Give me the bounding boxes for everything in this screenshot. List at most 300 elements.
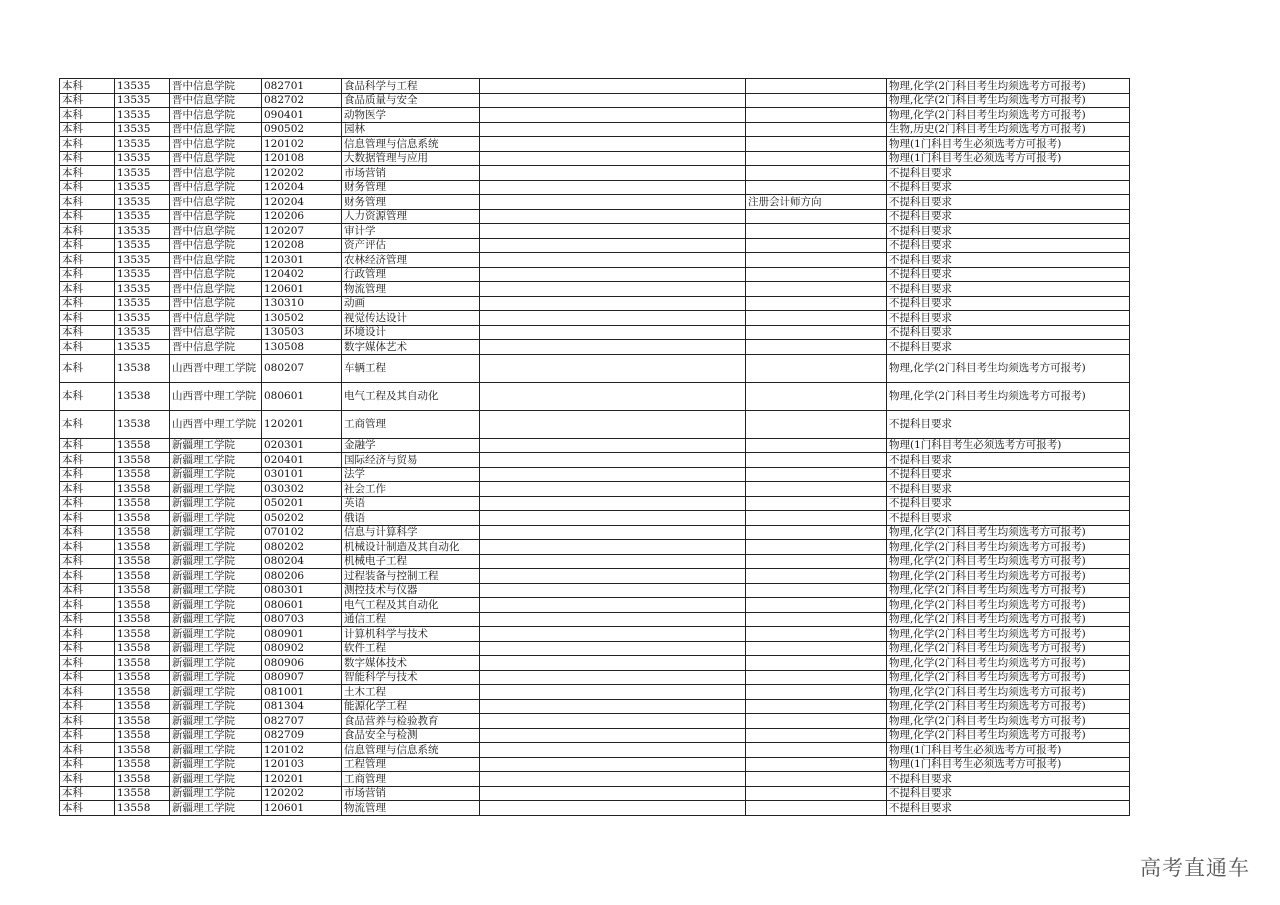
direction-cell: 注册会计师方向: [746, 195, 887, 210]
school-name-cell: 晋中信息学院: [170, 195, 262, 210]
level-cell: 本科: [60, 656, 115, 671]
direction-cell: [746, 151, 887, 166]
major-code-cell: 030302: [262, 482, 342, 497]
note-cell: [480, 151, 746, 166]
subject-requirement-cell: 物理,化学(2门科目考生均须选考方可报考): [887, 598, 1130, 613]
school-code-cell: 13558: [115, 540, 170, 555]
table-row: [60, 382, 1130, 410]
major-code-cell: 082707: [262, 714, 342, 729]
note-cell: [480, 438, 746, 453]
table-row: [60, 108, 1130, 123]
level-cell: 本科: [60, 166, 115, 181]
school-name-cell: 晋中信息学院: [170, 108, 262, 123]
watermark-text: 高考直通车: [1140, 856, 1250, 880]
note-cell: [480, 656, 746, 671]
major-code-cell: 050202: [262, 511, 342, 526]
school-name-cell: 新疆理工学院: [170, 685, 262, 700]
level-cell: 本科: [60, 195, 115, 210]
note-cell: [480, 786, 746, 801]
school-code-cell: 13558: [115, 627, 170, 642]
subject-requirement-cell: 不提科目要求: [887, 166, 1130, 181]
school-code-cell: 13535: [115, 166, 170, 181]
direction-cell: [746, 772, 887, 787]
school-name-cell: 晋中信息学院: [170, 209, 262, 224]
subject-requirement-cell: 物理,化学(2门科目考生均须选考方可报考): [887, 612, 1130, 627]
level-cell: 本科: [60, 786, 115, 801]
school-code-cell: 13535: [115, 267, 170, 282]
school-name-cell: 晋中信息学院: [170, 166, 262, 181]
direction-cell: [746, 786, 887, 801]
level-cell: 本科: [60, 670, 115, 685]
level-cell: 本科: [60, 511, 115, 526]
subject-requirement-cell: 不提科目要求: [887, 209, 1130, 224]
note-cell: [480, 670, 746, 685]
direction-cell: [746, 627, 887, 642]
direction-cell: [746, 685, 887, 700]
note-cell: [480, 511, 746, 526]
school-code-cell: 13558: [115, 786, 170, 801]
direction-cell: [746, 728, 887, 743]
major-code-cell: 081304: [262, 699, 342, 714]
school-name-cell: 新疆理工学院: [170, 641, 262, 656]
note-cell: [480, 496, 746, 511]
major-name-cell: 信息管理与信息系统: [342, 137, 480, 152]
subject-requirement-cell: 物理,化学(2门科目考生均须选考方可报考): [887, 108, 1130, 123]
table-row: [60, 122, 1130, 137]
subject-requirement-cell: 生物,历史(2门科目考生均须选考方可报考): [887, 122, 1130, 137]
level-cell: 本科: [60, 598, 115, 613]
note-cell: [480, 108, 746, 123]
table-row: [60, 311, 1130, 326]
school-name-cell: 新疆理工学院: [170, 482, 262, 497]
level-cell: 本科: [60, 627, 115, 642]
major-name-cell: 数字媒体技术: [342, 656, 480, 671]
school-code-cell: 13558: [115, 511, 170, 526]
major-name-cell: 市场营销: [342, 166, 480, 181]
table-row: [60, 79, 1130, 94]
note-cell: [480, 685, 746, 700]
major-name-cell: 市场营销: [342, 786, 480, 801]
major-name-cell: 土木工程: [342, 685, 480, 700]
major-code-cell: 120102: [262, 743, 342, 758]
level-cell: 本科: [60, 772, 115, 787]
subject-requirement-cell: 不提科目要求: [887, 296, 1130, 311]
major-code-cell: 080301: [262, 583, 342, 598]
table-row: [60, 714, 1130, 729]
school-name-cell: 山西晋中理工学院: [170, 354, 262, 382]
level-cell: 本科: [60, 482, 115, 497]
level-cell: 本科: [60, 296, 115, 311]
major-name-cell: 信息管理与信息系统: [342, 743, 480, 758]
subject-requirement-cell: 物理,化学(2门科目考生均须选考方可报考): [887, 79, 1130, 94]
school-code-cell: 13558: [115, 670, 170, 685]
school-name-cell: 新疆理工学院: [170, 583, 262, 598]
subject-requirement-cell: 物理(1门科目考生必须选考方可报考): [887, 438, 1130, 453]
note-cell: [480, 325, 746, 340]
school-code-cell: 13558: [115, 714, 170, 729]
major-name-cell: 食品质量与安全: [342, 93, 480, 108]
major-name-cell: 过程装备与控制工程: [342, 569, 480, 584]
major-code-cell: 080906: [262, 656, 342, 671]
level-cell: 本科: [60, 496, 115, 511]
major-name-cell: 俄语: [342, 511, 480, 526]
level-cell: 本科: [60, 209, 115, 224]
note-cell: [480, 525, 746, 540]
major-code-cell: 120202: [262, 786, 342, 801]
major-code-cell: 080601: [262, 382, 342, 410]
table-row: [60, 296, 1130, 311]
school-name-cell: 新疆理工学院: [170, 569, 262, 584]
major-code-cell: 020401: [262, 453, 342, 468]
subject-requirement-cell: 物理,化学(2门科目考生均须选考方可报考): [887, 93, 1130, 108]
major-code-cell: 120601: [262, 801, 342, 816]
direction-cell: [746, 382, 887, 410]
table-row: [60, 569, 1130, 584]
school-name-cell: 新疆理工学院: [170, 467, 262, 482]
major-name-cell: 测控技术与仪器: [342, 583, 480, 598]
major-name-cell: 通信工程: [342, 612, 480, 627]
direction-cell: [746, 224, 887, 239]
school-code-cell: 13535: [115, 224, 170, 239]
school-code-cell: 13535: [115, 137, 170, 152]
note-cell: [480, 772, 746, 787]
direction-cell: [746, 743, 887, 758]
school-code-cell: 13558: [115, 728, 170, 743]
major-name-cell: 财务管理: [342, 180, 480, 195]
table-row: [60, 772, 1130, 787]
level-cell: 本科: [60, 801, 115, 816]
major-code-cell: 080207: [262, 354, 342, 382]
major-code-cell: 070102: [262, 525, 342, 540]
major-code-cell: 120301: [262, 253, 342, 268]
major-name-cell: 食品科学与工程: [342, 79, 480, 94]
level-cell: 本科: [60, 467, 115, 482]
subject-requirement-cell: 不提科目要求: [887, 410, 1130, 438]
level-cell: 本科: [60, 743, 115, 758]
major-name-cell: 智能科学与技术: [342, 670, 480, 685]
direction-cell: [746, 311, 887, 326]
major-name-cell: 英语: [342, 496, 480, 511]
subject-requirement-cell: 物理,化学(2门科目考生均须选考方可报考): [887, 540, 1130, 555]
table-row: [60, 166, 1130, 181]
school-name-cell: 新疆理工学院: [170, 801, 262, 816]
school-code-cell: 13558: [115, 743, 170, 758]
school-name-cell: 新疆理工学院: [170, 714, 262, 729]
subject-requirement-cell: 物理(1门科目考生必须选考方可报考): [887, 743, 1130, 758]
level-cell: 本科: [60, 108, 115, 123]
school-name-cell: 晋中信息学院: [170, 311, 262, 326]
major-code-cell: 130502: [262, 311, 342, 326]
direction-cell: [746, 438, 887, 453]
major-code-cell: 082701: [262, 79, 342, 94]
note-cell: [480, 122, 746, 137]
school-name-cell: 新疆理工学院: [170, 598, 262, 613]
note-cell: [480, 482, 746, 497]
table-row: [60, 511, 1130, 526]
school-code-cell: 13558: [115, 438, 170, 453]
major-code-cell: 080901: [262, 627, 342, 642]
subject-requirement-cell: 物理,化学(2门科目考生均须选考方可报考): [887, 641, 1130, 656]
major-name-cell: 园林: [342, 122, 480, 137]
school-name-cell: 新疆理工学院: [170, 656, 262, 671]
subject-requirement-cell: 不提科目要求: [887, 224, 1130, 239]
major-code-cell: 120204: [262, 180, 342, 195]
note-cell: [480, 209, 746, 224]
subject-requirement-cell: 物理(1门科目考生必须选考方可报考): [887, 151, 1130, 166]
direction-cell: [746, 540, 887, 555]
direction-cell: [746, 108, 887, 123]
major-name-cell: 金融学: [342, 438, 480, 453]
major-code-cell: 020301: [262, 438, 342, 453]
school-code-cell: 13558: [115, 496, 170, 511]
school-name-cell: 晋中信息学院: [170, 224, 262, 239]
table-row: [60, 209, 1130, 224]
table-row: [60, 253, 1130, 268]
school-code-cell: 13535: [115, 325, 170, 340]
major-code-cell: 080601: [262, 598, 342, 613]
subject-requirement-cell: 物理,化学(2门科目考生均须选考方可报考): [887, 728, 1130, 743]
subject-requirement-cell: 不提科目要求: [887, 511, 1130, 526]
major-name-cell: 工程管理: [342, 757, 480, 772]
table-row: [60, 282, 1130, 297]
major-code-cell: 120206: [262, 209, 342, 224]
school-code-cell: 13535: [115, 79, 170, 94]
school-code-cell: 13535: [115, 253, 170, 268]
school-code-cell: 13535: [115, 340, 170, 355]
table-row: [60, 453, 1130, 468]
level-cell: 本科: [60, 453, 115, 468]
school-code-cell: 13538: [115, 354, 170, 382]
major-name-cell: 财务管理: [342, 195, 480, 210]
level-cell: 本科: [60, 757, 115, 772]
table-row: [60, 496, 1130, 511]
direction-cell: [746, 122, 887, 137]
direction-cell: [746, 238, 887, 253]
level-cell: 本科: [60, 685, 115, 700]
subject-requirement-cell: 物理,化学(2门科目考生均须选考方可报考): [887, 354, 1130, 382]
table-row: [60, 238, 1130, 253]
major-code-cell: 081001: [262, 685, 342, 700]
level-cell: 本科: [60, 382, 115, 410]
direction-cell: [746, 209, 887, 224]
school-name-cell: 新疆理工学院: [170, 670, 262, 685]
level-cell: 本科: [60, 311, 115, 326]
major-name-cell: 工商管理: [342, 410, 480, 438]
direction-cell: [746, 583, 887, 598]
direction-cell: [746, 467, 887, 482]
school-code-cell: 13535: [115, 122, 170, 137]
school-name-cell: 晋中信息学院: [170, 151, 262, 166]
level-cell: 本科: [60, 728, 115, 743]
major-name-cell: 视觉传达设计: [342, 311, 480, 326]
school-code-cell: 13538: [115, 410, 170, 438]
major-name-cell: 法学: [342, 467, 480, 482]
level-cell: 本科: [60, 612, 115, 627]
direction-cell: [746, 354, 887, 382]
school-code-cell: 13558: [115, 554, 170, 569]
major-name-cell: 机械设计制造及其自动化: [342, 540, 480, 555]
major-code-cell: 050201: [262, 496, 342, 511]
direction-cell: [746, 253, 887, 268]
direction-cell: [746, 525, 887, 540]
major-name-cell: 物流管理: [342, 801, 480, 816]
direction-cell: [746, 699, 887, 714]
table-row: [60, 612, 1130, 627]
table-row: [60, 627, 1130, 642]
direction-cell: [746, 482, 887, 497]
school-name-cell: 晋中信息学院: [170, 282, 262, 297]
level-cell: 本科: [60, 122, 115, 137]
note-cell: [480, 382, 746, 410]
note-cell: [480, 195, 746, 210]
school-name-cell: 晋中信息学院: [170, 253, 262, 268]
school-code-cell: 13558: [115, 453, 170, 468]
major-name-cell: 环境设计: [342, 325, 480, 340]
level-cell: 本科: [60, 714, 115, 729]
table-row: [60, 467, 1130, 482]
school-code-cell: 13535: [115, 311, 170, 326]
school-code-cell: 13558: [115, 598, 170, 613]
table-row: [60, 540, 1130, 555]
school-name-cell: 晋中信息学院: [170, 79, 262, 94]
table-row: [60, 656, 1130, 671]
school-code-cell: 13558: [115, 772, 170, 787]
note-cell: [480, 79, 746, 94]
level-cell: 本科: [60, 224, 115, 239]
level-cell: 本科: [60, 180, 115, 195]
level-cell: 本科: [60, 238, 115, 253]
table-row: [60, 340, 1130, 355]
direction-cell: [746, 267, 887, 282]
school-name-cell: 晋中信息学院: [170, 267, 262, 282]
note-cell: [480, 410, 746, 438]
table-row: [60, 180, 1130, 195]
major-code-cell: 120201: [262, 772, 342, 787]
subject-requirement-cell: 物理,化学(2门科目考生均须选考方可报考): [887, 525, 1130, 540]
school-name-cell: 新疆理工学院: [170, 757, 262, 772]
major-code-cell: 080202: [262, 540, 342, 555]
direction-cell: [746, 79, 887, 94]
direction-cell: [746, 670, 887, 685]
direction-cell: [746, 511, 887, 526]
subject-requirement-cell: 不提科目要求: [887, 772, 1130, 787]
major-code-cell: 082702: [262, 93, 342, 108]
note-cell: [480, 699, 746, 714]
school-code-cell: 13558: [115, 641, 170, 656]
major-name-cell: 软件工程: [342, 641, 480, 656]
major-name-cell: 数字媒体艺术: [342, 340, 480, 355]
direction-cell: [746, 282, 887, 297]
major-code-cell: 080206: [262, 569, 342, 584]
major-name-cell: 食品安全与检测: [342, 728, 480, 743]
note-cell: [480, 641, 746, 656]
major-name-cell: 社会工作: [342, 482, 480, 497]
school-code-cell: 13535: [115, 151, 170, 166]
direction-cell: [746, 496, 887, 511]
level-cell: 本科: [60, 93, 115, 108]
note-cell: [480, 282, 746, 297]
direction-cell: [746, 714, 887, 729]
level-cell: 本科: [60, 340, 115, 355]
major-name-cell: 车辆工程: [342, 354, 480, 382]
note-cell: [480, 612, 746, 627]
school-name-cell: 新疆理工学院: [170, 540, 262, 555]
school-name-cell: 新疆理工学院: [170, 612, 262, 627]
subject-requirement-cell: 不提科目要求: [887, 325, 1130, 340]
note-cell: [480, 166, 746, 181]
major-name-cell: 农林经济管理: [342, 253, 480, 268]
school-name-cell: 山西晋中理工学院: [170, 382, 262, 410]
school-code-cell: 13558: [115, 757, 170, 772]
major-code-cell: 080907: [262, 670, 342, 685]
subject-requirement-cell: 物理,化学(2门科目考生均须选考方可报考): [887, 382, 1130, 410]
subject-requirement-cell: 物理,化学(2门科目考生均须选考方可报考): [887, 583, 1130, 598]
major-name-cell: 国际经济与贸易: [342, 453, 480, 468]
level-cell: 本科: [60, 410, 115, 438]
school-code-cell: 13558: [115, 699, 170, 714]
major-code-cell: 130508: [262, 340, 342, 355]
direction-cell: [746, 598, 887, 613]
major-code-cell: 080204: [262, 554, 342, 569]
subject-requirement-cell: 不提科目要求: [887, 180, 1130, 195]
level-cell: 本科: [60, 525, 115, 540]
note-cell: [480, 467, 746, 482]
table-row: [60, 151, 1130, 166]
direction-cell: [746, 801, 887, 816]
major-name-cell: 食品营养与检验教育: [342, 714, 480, 729]
subject-requirement-cell: 不提科目要求: [887, 340, 1130, 355]
major-name-cell: 人力资源管理: [342, 209, 480, 224]
major-name-cell: 动画: [342, 296, 480, 311]
school-code-cell: 13535: [115, 93, 170, 108]
subject-requirement-cell: 物理,化学(2门科目考生均须选考方可报考): [887, 656, 1130, 671]
subject-requirement-cell: 不提科目要求: [887, 311, 1130, 326]
subject-requirement-cell: 不提科目要求: [887, 467, 1130, 482]
school-name-cell: 新疆理工学院: [170, 511, 262, 526]
school-code-cell: 13558: [115, 482, 170, 497]
direction-cell: [746, 180, 887, 195]
note-cell: [480, 554, 746, 569]
major-code-cell: 082709: [262, 728, 342, 743]
level-cell: 本科: [60, 554, 115, 569]
direction-cell: [746, 137, 887, 152]
school-code-cell: 13558: [115, 612, 170, 627]
major-name-cell: 审计学: [342, 224, 480, 239]
school-name-cell: 新疆理工学院: [170, 496, 262, 511]
major-code-cell: 120402: [262, 267, 342, 282]
note-cell: [480, 627, 746, 642]
major-name-cell: 大数据管理与应用: [342, 151, 480, 166]
school-code-cell: 13538: [115, 382, 170, 410]
table-row: [60, 743, 1130, 758]
table-row: [60, 224, 1130, 239]
level-cell: 本科: [60, 540, 115, 555]
major-code-cell: 120208: [262, 238, 342, 253]
major-code-cell: 120207: [262, 224, 342, 239]
subject-requirement-cell: 不提科目要求: [887, 253, 1130, 268]
school-name-cell: 新疆理工学院: [170, 786, 262, 801]
note-cell: [480, 714, 746, 729]
note-cell: [480, 311, 746, 326]
direction-cell: [746, 410, 887, 438]
school-name-cell: 晋中信息学院: [170, 296, 262, 311]
note-cell: [480, 728, 746, 743]
school-code-cell: 13558: [115, 656, 170, 671]
subject-requirement-cell: 不提科目要求: [887, 267, 1130, 282]
note-cell: [480, 253, 746, 268]
subject-requirement-cell: 物理,化学(2门科目考生均须选考方可报考): [887, 670, 1130, 685]
major-code-cell: 080703: [262, 612, 342, 627]
